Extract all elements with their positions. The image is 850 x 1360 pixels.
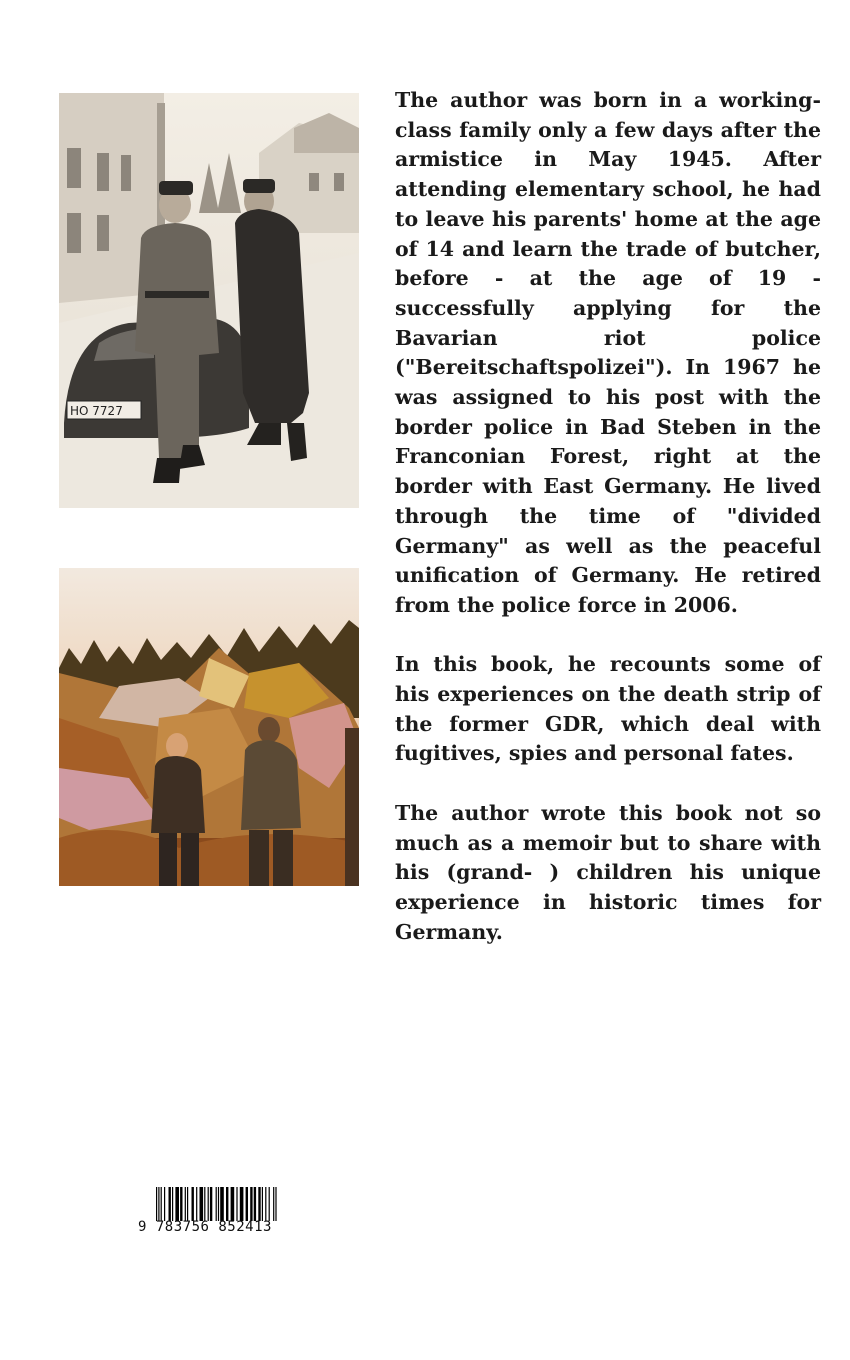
barcode-bars <box>136 1187 336 1221</box>
blurb-paragraph-3: The author wrote this book not so much as a memoir but to share with his (grand- ) children his unique experience in historic times for Germany. <box>395 800 821 944</box>
photo-balloon-escape <box>59 568 359 886</box>
barcode-bar <box>200 1187 204 1221</box>
barcode-bar <box>226 1187 228 1221</box>
barcode-bar <box>231 1187 235 1221</box>
back-cover-blurb <box>395 86 821 977</box>
barcode-bar <box>164 1187 165 1221</box>
blurb-paragraph-1: The author was born in a working-class family only a few days after the armistice in May 1945. After attending elementary school, he had to leave his parents' home at the age of 14 and learn the trade of butcher, before - at the age of 19 - successfully applying for the Bavarian riot police ("Bereitschaftspolizei"). In 1967 he was assigned to his post with the border police in Bad Steben in the Franconian Forest, right at the border with East Germany. He lived through the time of "divided Germany" as well as the peaceful unification of Germany. He retired from the police force in 2006. <box>395 88 821 617</box>
photo-policemen-with-car <box>59 93 359 508</box>
barcode-bar <box>196 1187 197 1221</box>
plate-text: HO 7727 <box>70 404 123 418</box>
barcode-bar <box>161 1187 162 1221</box>
barcode-bar <box>265 1187 266 1221</box>
blurb-paragraph-2: In this book, he recounts some of his experiences on the death strip of the former GDR, which deal with fugitives, spies and personal fates. <box>395 652 821 766</box>
barcode-bar <box>192 1187 194 1221</box>
barcode-bar <box>208 1187 209 1221</box>
barcode-bar <box>156 1187 157 1221</box>
barcode-bar <box>175 1187 179 1221</box>
barcode-bar <box>240 1187 244 1221</box>
barcode-bar <box>258 1187 260 1221</box>
barcode-bar <box>158 1187 159 1221</box>
barcode-bar <box>220 1187 224 1221</box>
barcode-bar <box>172 1187 173 1221</box>
barcode-bar <box>187 1187 188 1221</box>
barcode-bar <box>250 1187 252 1221</box>
barcode-bar <box>185 1187 186 1221</box>
barcode-bar <box>169 1187 171 1221</box>
isbn-number: 9 783756 852413 <box>138 1219 272 1235</box>
barcode-bar <box>210 1187 212 1221</box>
barcode-bar <box>269 1187 270 1221</box>
barcode-bar <box>262 1187 263 1221</box>
barcode-bar <box>236 1187 237 1221</box>
barcode-bar <box>180 1187 182 1221</box>
barcode-bar <box>204 1187 205 1221</box>
barcode-bar <box>275 1187 276 1221</box>
barcode-bar <box>254 1187 256 1221</box>
barcode-bar <box>216 1187 217 1221</box>
barcode-bar <box>218 1187 219 1221</box>
barcode-bar <box>246 1187 248 1221</box>
barcode-bar <box>273 1187 274 1221</box>
